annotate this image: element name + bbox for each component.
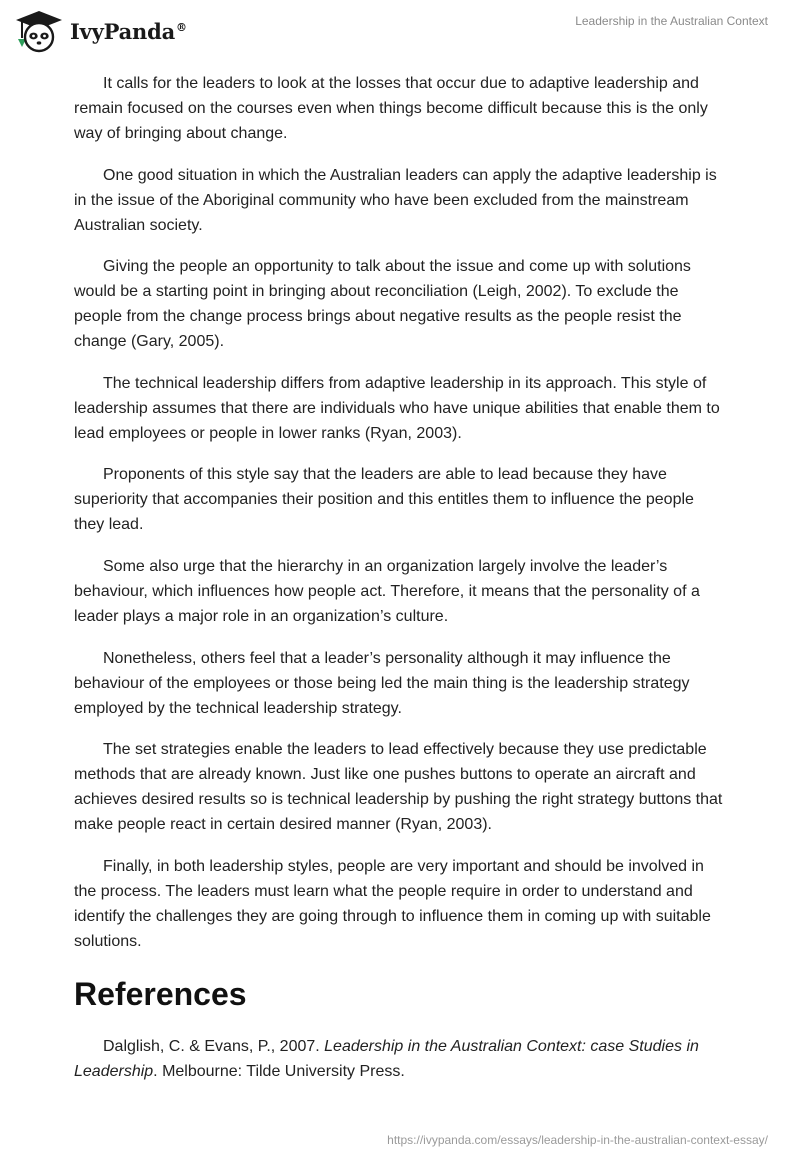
body-paragraph: The technical leadership differs from adaptive leadership in its approach. This style of leadership assumes that there are individuals who have unique abilities that enable them to lead employees or people in lower ranks (Ryan, 2003). xyxy=(74,374,720,442)
reference-publisher: . Melbourne: Tilde University Press. xyxy=(153,1062,405,1080)
references-heading: References xyxy=(74,975,247,1012)
body-paragraph: Giving the people an opportunity to talk about the issue and come up with solutions would be a starting point in bringing about reconciliation (Leigh, 2002). To exclude the people from the change process brings about negative results as the people resist the change (Gary, 2005). xyxy=(74,258,691,351)
body-paragraph: Nonetheless, others feel that a leader’s personality although it may influence the behaviour of the employees or those being led the main thing is the leadership strategy employed by the technical leadership strategy. xyxy=(74,649,690,717)
body-paragraph: Some also urge that the hierarchy in an organization largely involve the leader’s behaviour, which influences how people act. Therefore, it means that the personality of a leader plays a major role in an organization’s culture. xyxy=(74,557,700,625)
source-url[interactable]: https://ivypanda.com/essays/leadership-in-the-australian-context-essay/ xyxy=(387,1133,768,1147)
essay-body xyxy=(74,71,724,1084)
body-paragraph: The set strategies enable the leaders to lead effectively because they use predictable methods that are already known. Just like one pushes buttons to operate an aircraft and achieves desired results so is technical leadership by pushing the right strategy buttons that make people react in certain desired manner (Ryan, 2003). xyxy=(74,741,723,834)
reference-authors: Dalglish, C. & Evans, P., 2007. xyxy=(103,1037,325,1055)
body-paragraph: It calls for the leaders to look at the losses that occur due to adaptive leadership and remain focused on the courses even when things become difficult because this is the only way of bringing about change. xyxy=(74,75,708,142)
page-header xyxy=(0,0,800,60)
reference-entry xyxy=(74,1034,724,1084)
reference-title: Leadership in the Australian Context: case Studies in Leadership xyxy=(74,1037,699,1080)
registered-mark: ® xyxy=(176,20,187,34)
body-paragraph: Proponents of this style say that the leaders are able to lead because they have superiority that accompanies their position and this entitles them to influence the people they lead. xyxy=(74,466,694,534)
brand-logo[interactable] xyxy=(14,9,187,53)
brand-name: IvyPanda® xyxy=(70,18,187,44)
body-paragraph: Finally, in both leadership styles, people are very important and should be involved in the process. The leaders must learn what the people require in order to understand and identify the challenges they are going through to influence them in coming up with suitable solutions. xyxy=(74,857,711,950)
body-paragraph: One good situation in which the Australian leaders can apply the adaptive leadership is in the issue of the Aboriginal community who have been excluded from the mainstream Australian society. xyxy=(74,166,717,234)
panda-graduate-icon xyxy=(14,9,64,53)
document-title: Leadership in the Australian Context xyxy=(575,14,768,28)
